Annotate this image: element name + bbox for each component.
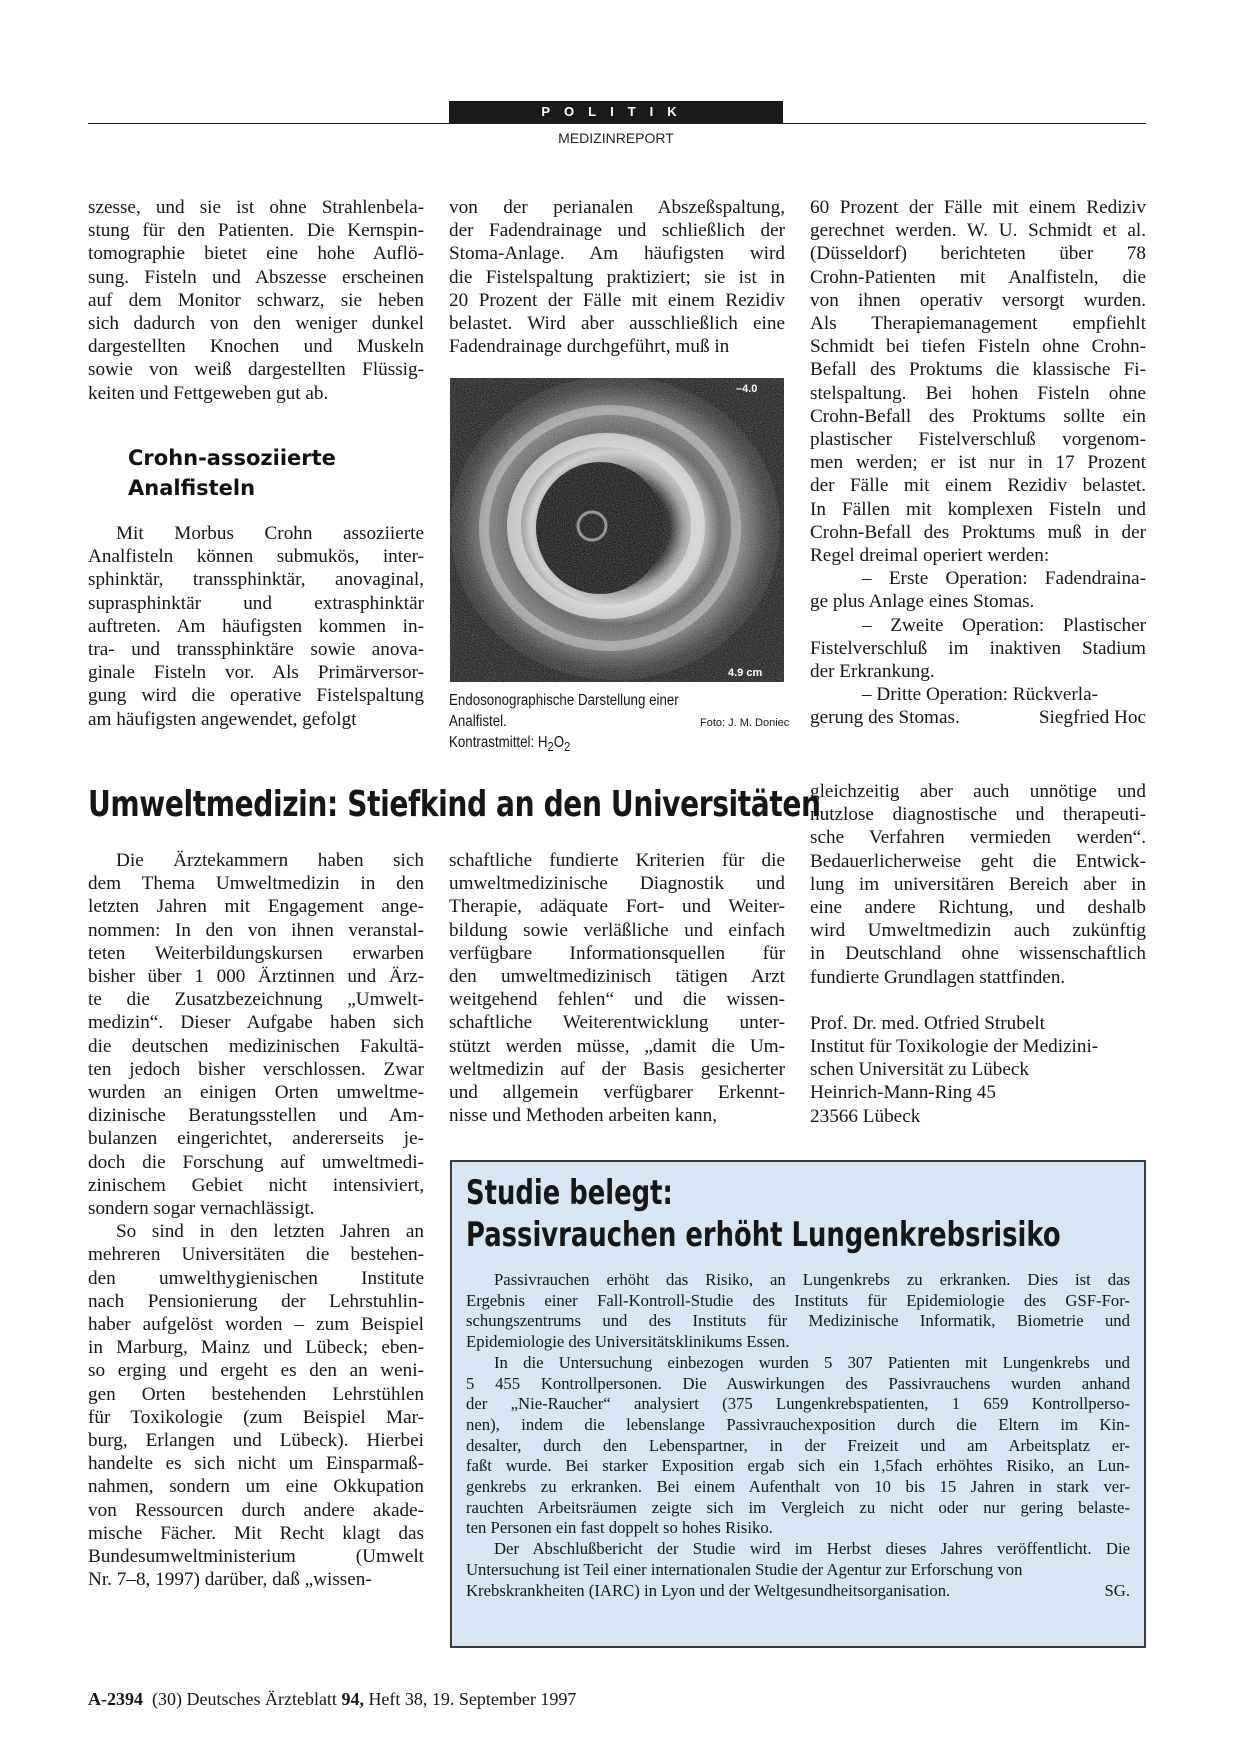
text-line: dargestellten Knochen und Muskeln xyxy=(88,336,424,358)
text-line: Bundesumweltministerium (Umwelt xyxy=(88,1546,424,1568)
text-line: von der perianalen Abszeßspaltung, xyxy=(449,197,785,218)
box-title-line-1: Studie belegt: xyxy=(466,1173,673,1213)
text-line: 23566 Lübeck xyxy=(810,1105,921,1127)
photo-credit: Foto: J. M. Doniec xyxy=(700,717,790,729)
operation-list xyxy=(810,567,1146,706)
article1-closing-line xyxy=(810,706,1146,729)
section-header: POLITIK xyxy=(449,101,783,123)
text-line: Analfisteln können submukös, inter- xyxy=(88,546,424,568)
caption-line-1: Endosonographische Darstellung einer Analfistel. xyxy=(449,692,679,730)
list-item-line: der Erkrankung. xyxy=(810,661,935,683)
text-line: Crohn-Patienten mit Analfisteln, die xyxy=(810,266,1146,288)
text-line: Bedauerlicherweise geht die Entwick- xyxy=(810,850,1146,872)
text-line: den umwelthygienischen Institute xyxy=(88,1267,424,1289)
text-line: in Deutschland ohne wissenschaftlich xyxy=(810,943,1146,965)
text-line: auftreten. Am häufigsten kommen in- xyxy=(88,615,424,637)
text-line: bulanzen eingerichtet, andererseits je- xyxy=(88,1128,424,1150)
text-line: sphinktär, transsphinktär, anovaginal, xyxy=(88,569,424,591)
text-line: gen Orten bestehenden Lehrstühlen xyxy=(88,1383,424,1405)
article2-col3-text xyxy=(810,780,1146,989)
text-line: nommen: In den von ihnen veranstal- xyxy=(88,919,424,941)
text-line: men werden; er ist nur in 17 Prozent xyxy=(810,452,1146,474)
text-line: lung im universitären Bereich aber in xyxy=(810,873,1146,895)
text-line: und allgemein verfügbarer Erkennt- xyxy=(449,1082,785,1104)
text-line: So sind in den letzten Jahren an xyxy=(116,1221,424,1243)
text-line: ten jedoch bisher verschlossen. Zwar xyxy=(88,1058,424,1080)
text-line: Schmidt bei tiefen Fisteln ohne Crohn- xyxy=(810,336,1146,358)
text-line: von Ressourcen durch andere akade- xyxy=(88,1499,424,1521)
text-line: Crohn-Befall des Proktums sollte ein xyxy=(810,405,1146,427)
list-item-line: Fistelverschluß im inaktiven Stadium xyxy=(810,637,1146,659)
text-line: in Marburg, Mainz und Lübeck; eben- xyxy=(88,1337,424,1359)
text-line: Therapie, adäquate Fort- und Weiter- xyxy=(449,896,785,918)
caption-subscript-1: 2 xyxy=(547,739,554,755)
signature-spacer xyxy=(810,989,1146,1012)
text-line: Prof. Dr. med. Otfried Strubelt xyxy=(810,1012,1046,1034)
article1-author: Siegfried Hoc xyxy=(1038,707,1146,729)
text-line: desalter, durch den Lebenspartner, in der Freizeit und am Arbeitsplatz er- xyxy=(466,1435,1130,1455)
list-item xyxy=(810,614,1146,684)
text-line: dem Thema Umweltmedizin in den xyxy=(88,873,424,895)
text-line: tomographie bietet eine hohe Auflö- xyxy=(88,243,424,265)
text-line: gleichzeitig aber auch unnötige und xyxy=(810,781,1146,802)
text-line: schen Universität zu Lübeck xyxy=(810,1059,1029,1081)
caption-line-2 xyxy=(449,732,738,757)
text-line: die Fistelspaltung praktiziert; sie ist in xyxy=(449,266,785,288)
text-line: der „Nie-Raucher“ analysiert (375 Lungenkrebspatienten, 1 659 Kontrollperso- xyxy=(466,1394,1130,1414)
text-line: haber aufgelöst worden – zum Beispiel xyxy=(88,1314,424,1336)
list-item-line: – Erste Operation: Fadendraina- xyxy=(862,568,1146,590)
text-line: letzten Jahren mit Engagement ange- xyxy=(88,896,424,918)
text-line: sung. Fisteln und Abszesse erscheinen xyxy=(88,266,424,288)
text-line: nahmen, sondern um eine Okkupation xyxy=(88,1476,424,1498)
text-line: 60 Prozent der Fälle mit einem Rediziv xyxy=(810,197,1146,218)
text-line: auf dem Monitor schwarz, sie heben xyxy=(88,289,424,311)
text-line: gerechnet werden. W. U. Schmidt et al. xyxy=(810,220,1146,242)
text-line: Crohn-Befall des Proktums muß in der xyxy=(810,521,1146,543)
text-line: teten Weiterbildungskursen erwarben xyxy=(88,942,424,964)
subsection-label: MEDIZINREPORT xyxy=(558,130,674,146)
text-line: Regel dreimal operiert werden: xyxy=(810,545,1050,567)
text-line: Institut für Toxikologie der Medizini- xyxy=(810,1036,1099,1058)
list-item-line: – Dritte Operation: Rückverla- xyxy=(862,684,1099,706)
text-line: (Düsseldorf) berichteten über 78 xyxy=(810,243,1146,265)
text-line: wird Umweltmedizin auch zukünftig xyxy=(810,920,1146,942)
text-line: weltmedizin auf der Basis gesicherter xyxy=(449,1058,785,1080)
text-line: keiten und Fettgeweben gut ab. xyxy=(88,382,329,404)
article1-col1b-text xyxy=(88,522,424,731)
text-line: schaftliche fundierte Kriterien für die xyxy=(449,850,785,871)
text-line: belastet. Wird aber ausschließlich eine xyxy=(449,313,785,335)
article2-title: Umweltmedizin: Stiefkind an den Universitäten xyxy=(88,784,821,825)
article2-column-2 xyxy=(449,849,785,1127)
page-footer xyxy=(88,1689,576,1710)
text-line: stützt werden müsse, „damit die Um- xyxy=(449,1035,785,1057)
box-signature: SG. xyxy=(1104,1580,1130,1600)
text-line: sondern sogar vernachlässigt. xyxy=(88,1198,315,1220)
text-line: rauchten Arbeitsräumen zeigte sich im Vergleich zu nicht oder nur gering belaste- xyxy=(466,1497,1130,1517)
text-line: den umweltmedizinisch tätigen Arzt xyxy=(449,966,785,988)
text-line: burg, Erlangen und Lübeck). Hierbei xyxy=(88,1430,424,1452)
text-line: Epidemiologie des Universitätsklinikums Essen. xyxy=(466,1332,790,1352)
article1-subheading: Crohn-assoziierte Analfisteln xyxy=(128,446,336,500)
header-rule xyxy=(88,123,1146,124)
text-line: sowie von weiß dargestellten Flüssig- xyxy=(88,359,424,381)
article2-signature xyxy=(810,1012,1146,1128)
text-line: die deutschen medizinischen Fakultä- xyxy=(88,1035,424,1057)
text-line: am häufigsten angewendet, gefolgt xyxy=(88,708,357,730)
text-line: bisher über 1 000 Ärztinnen und Ärz- xyxy=(88,966,424,988)
box-paragraph-1 xyxy=(466,1270,1130,1353)
text-line: schungszentrums und des Instituts für Medizinische Informatik, Biometrie und xyxy=(466,1311,1130,1331)
text-line: nen), indem die lebenslange Passivrauchexposition durch die Eltern im Kin- xyxy=(466,1414,1130,1434)
text-line: suprasphinktär und extrasphinktär xyxy=(88,592,424,614)
text-line: Ergebnis einer Fall-Kontroll-Studie des Instituts für Epidemiologie des GSF-For- xyxy=(466,1290,1130,1310)
figure-depth-label: –4.0 xyxy=(736,383,758,395)
list-item-line: ge plus Anlage eines Stomas. xyxy=(810,591,1035,613)
list-item-line: – Zweite Operation: Plastischer xyxy=(862,614,1146,636)
box-paragraph-3 xyxy=(466,1539,1130,1580)
text-line: Der Abschlußbericht der Studie wird im Herbst dieses Jahres veröffentlicht. Die xyxy=(494,1539,1130,1559)
text-line: Als Therapiemanagement empfiehlt xyxy=(810,313,1146,335)
caption-subscript-2: 2 xyxy=(564,739,571,755)
article1-last-line: gerung des Stomas. xyxy=(810,707,960,729)
article1-col1-text xyxy=(88,196,424,405)
box-paragraph-2 xyxy=(466,1353,1130,1539)
box-body xyxy=(466,1270,1130,1601)
text-line: umweltmedizinische Diagnostik und xyxy=(449,873,785,895)
list-item xyxy=(810,683,1146,706)
text-line: der Fälle mit einem Rezidiv belastet. xyxy=(810,475,1146,497)
text-line: Nr. 7–8, 1997) darüber, daß „wissen- xyxy=(88,1569,372,1591)
article2-col2-text xyxy=(449,849,785,1127)
footer-issue: Heft 38, 19. September 1997 xyxy=(368,1689,577,1709)
text-line: stung für den Patienten. Die Kernspin- xyxy=(88,220,424,242)
text-line: sich dadurch von den weniger dunkel xyxy=(88,313,424,335)
text-line: ten Personen ein fast doppelt so hohes Risiko. xyxy=(466,1518,773,1538)
text-line: tra- und transsphinktäre sowie anova- xyxy=(88,639,424,661)
text-line: Fadendrainage durchgeführt, muß in xyxy=(449,336,730,358)
text-line: 20 Prozent der Fälle mit einem Rezidiv xyxy=(449,289,785,311)
text-line: In die Untersuchung einbezogen wurden 5 307 Patienten mit Lungenkrebs und xyxy=(494,1352,1130,1372)
text-line: medizin“. Dieser Aufgabe haben sich xyxy=(88,1012,424,1034)
article1-column-1-continued xyxy=(88,522,424,731)
text-line: zinischem Gebiet nicht intensiviert, xyxy=(88,1174,424,1196)
box-title xyxy=(466,1172,1061,1256)
figure-caption xyxy=(449,690,738,757)
text-line: doch die Forschung auf umweltmedi- xyxy=(88,1151,424,1173)
text-line: faßt wurde. Bei starker Exposition ergab sich ein 1,5fach erhöhtes Risiko, an Lun- xyxy=(466,1456,1130,1476)
text-line: für Toxikologie (zum Beispiel Mar- xyxy=(88,1406,424,1428)
text-line: Stoma-Anlage. Am häufigsten wird xyxy=(449,243,785,265)
page-number: A-2394 xyxy=(88,1689,143,1709)
text-line: mehreren Universitäten die bestehen- xyxy=(88,1244,424,1266)
list-item xyxy=(810,567,1146,613)
text-line: te die Zusatzbezeichnung „Umwelt- xyxy=(88,989,424,1011)
text-line: Passivrauchen erhöht das Risiko, an Lungenkrebs zu erkranken. Dies ist das xyxy=(494,1270,1130,1289)
text-line: In Fällen mit komplexen Fisteln und xyxy=(810,498,1146,520)
article2-col1-paragraph-1 xyxy=(88,849,424,1220)
text-line: von ihnen operativ versorgt wurden. xyxy=(810,289,1146,311)
article1-column-3 xyxy=(810,196,1146,730)
text-line: stelspaltung. Bei hohen Fisteln ohne xyxy=(810,382,1146,404)
article2-col1-paragraph-2 xyxy=(88,1220,424,1591)
article1-column-2 xyxy=(449,196,785,358)
text-line: Untersuchung ist Teil einer internationalen Studie der Agentur zur Erforschung von xyxy=(466,1559,1023,1579)
text-line: nach Pensionierung der Lehrstuhlin- xyxy=(88,1290,424,1312)
box-title-line-2: Passivrauchen erhöht Lungenkrebsrisiko xyxy=(466,1215,1061,1255)
article1-col3-text xyxy=(810,196,1146,567)
article2-column-3 xyxy=(810,780,1146,1128)
box-paragraph-3-last xyxy=(466,1581,1130,1602)
text-line: genkrebs zu erkranken. Bei einem Aufenthalt von 10 bis 15 Jahren in stark ver- xyxy=(466,1477,1130,1497)
article1-col2-text xyxy=(449,196,785,358)
text-line: dizinische Beratungsstellen und Am- xyxy=(88,1105,424,1127)
footer-volume: 94, xyxy=(341,1689,364,1709)
text-line: ginale Fisteln vor. Als Primärversor- xyxy=(88,662,424,684)
text-line: gung wird die operative Fistelspaltung xyxy=(88,685,424,707)
text-line: nisse und Methoden arbeiten kann, xyxy=(449,1105,718,1127)
text-line: Heinrich-Mann-Ring 45 xyxy=(810,1082,996,1104)
article2-column-1 xyxy=(88,849,424,1592)
footer-journal: (30) Deutsches Ärzteblatt xyxy=(152,1689,337,1709)
text-line: nutzlose diagnostische und therapeuti- xyxy=(810,804,1146,826)
text-line: wurden an einigen Orten umweltme- xyxy=(88,1082,424,1104)
box-last-line: Krebskrankheiten (IARC) in Lyon und der Weltgesundheitsorganisation. xyxy=(466,1580,951,1600)
text-line: schaftliche Weiterentwicklung unter- xyxy=(449,1012,785,1034)
text-line: sche Verfahren vermieden werden“. xyxy=(810,827,1146,849)
text-line: eine andere Richtung, und deshalb xyxy=(810,897,1146,919)
text-line: der Fadendrainage und schließlich der xyxy=(449,220,785,242)
text-line: so erging und ergeht es den an weni- xyxy=(88,1360,424,1382)
text-line: fundierte Grundlagen stattfinden. xyxy=(810,966,1066,988)
text-line: weitgehend fehlen“ und die wissen- xyxy=(449,989,785,1011)
news-box xyxy=(450,1160,1146,1648)
text-line: plastischer Fistelverschluß vorgenom- xyxy=(810,429,1146,451)
text-line: szesse, und sie ist ohne Strahlenbela- xyxy=(88,197,424,218)
text-line: handelte es sich nicht um Einsparmaß- xyxy=(88,1453,424,1475)
figure-scale-label: 4.9 cm xyxy=(728,667,763,679)
text-line: 5 455 Kontrollpersonen. Die Auswirkungen des Passivrauchens wurden anhand xyxy=(466,1373,1130,1393)
endosonography-image xyxy=(450,378,784,682)
text-line: Mit Morbus Crohn assoziierte xyxy=(116,523,424,544)
text-line: Die Ärztekammern haben sich xyxy=(116,850,424,871)
caption-oxygen: O xyxy=(553,734,565,751)
article1-column-1 xyxy=(88,196,424,405)
text-line: mische Fächer. Mit Recht klagt das xyxy=(88,1522,424,1544)
caption-line-2-text: Kontrastmittel: H xyxy=(449,734,548,751)
text-line: Befall des Proktums die klassische Fi- xyxy=(810,359,1146,381)
text-line: bildung sowie verläßliche und einfach xyxy=(449,919,785,941)
text-line: verfügbare Informationsquellen für xyxy=(449,942,785,964)
ultrasound-figure xyxy=(450,378,784,682)
